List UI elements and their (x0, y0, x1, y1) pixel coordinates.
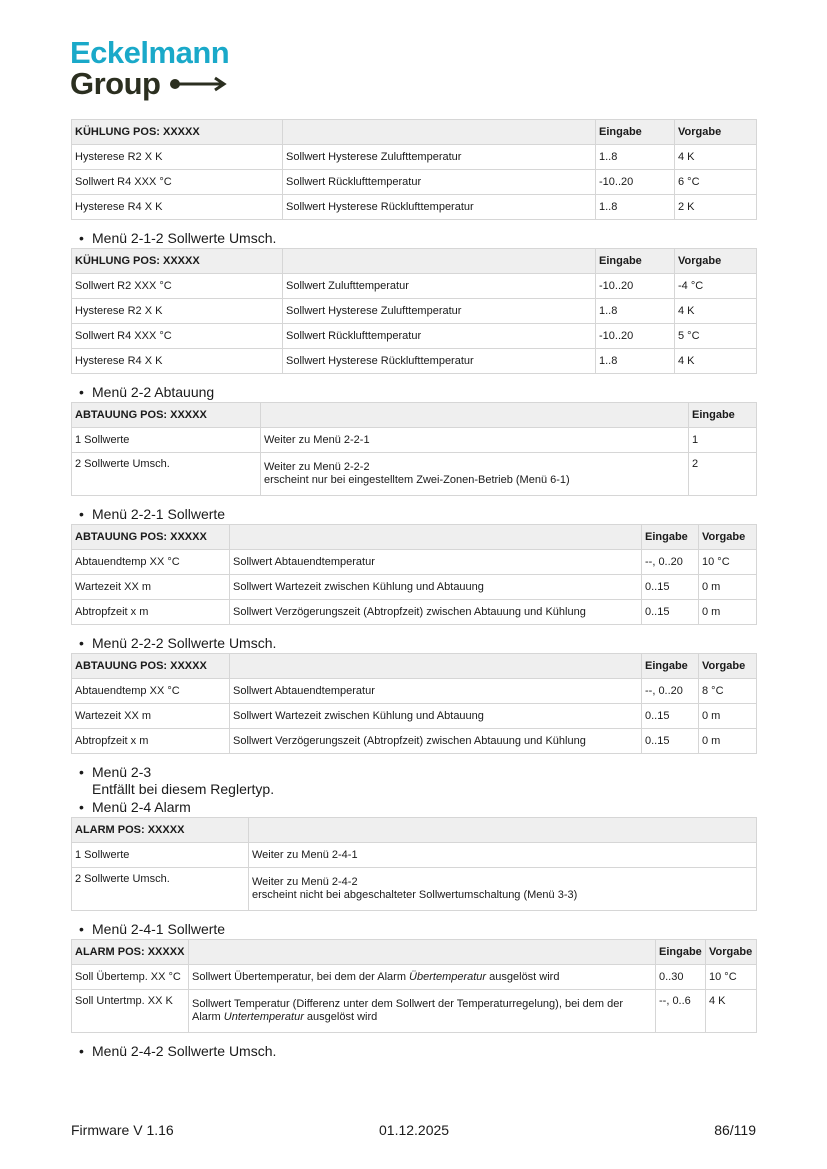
table-header: Eingabe (642, 654, 699, 679)
table-header: ABTAUUNG POS: XXXXX (72, 525, 230, 550)
table-header (230, 654, 642, 679)
section-heading-text: Menü 2-4-1 Sollwerte (92, 921, 226, 937)
table-cell: 0 m (699, 575, 757, 600)
table-cell: 5 °C (675, 324, 757, 349)
table-row (72, 170, 757, 195)
table-header: ABTAUUNG POS: XXXXX (72, 654, 230, 679)
table-row (72, 299, 757, 324)
table-cell: 0..15 (642, 600, 699, 625)
table-header-row (72, 940, 757, 965)
logo-line-2 (70, 68, 229, 100)
table-cell: Sollwert Verzögerungszeit (Abtropfzeit) zwischen Abtauung und Kühlung (230, 600, 642, 625)
table-header: Vorgabe (699, 654, 757, 679)
table-cell: 0 m (699, 704, 757, 729)
cell-line: erscheint nicht bei abgeschalteter Sollwertumschaltung (Menü 3-3) (252, 889, 578, 901)
table-cell: 1..8 (596, 195, 675, 220)
cell-emphasis: Übertemperatur (409, 971, 487, 983)
table-cell: Soll Übertemp. XX °C (72, 965, 189, 990)
table-cell: Abtropfzeit x m (72, 729, 230, 754)
table-cell: 1 Sollwerte (72, 428, 261, 453)
table-cell: Wartezeit XX m (72, 704, 230, 729)
table-cell: --, 0..6 (656, 990, 706, 1033)
section-heading: • Menü 2-1-2 Sollwerte Umsch. (71, 220, 756, 248)
table-cell: Abtropfzeit x m (72, 600, 230, 625)
table-cell: Abtauendtemp XX °C (72, 679, 230, 704)
table-header: ABTAUUNG POS: XXXXX (72, 403, 261, 428)
section-heading: • Menü 2-4 Alarm (71, 799, 756, 817)
table-header-row (72, 403, 757, 428)
table-header (189, 940, 656, 965)
table-cell: Hysterese R4 X K (72, 349, 283, 374)
table-cell: Hysterese R4 X K (72, 195, 283, 220)
table-cell: 1 (689, 428, 757, 453)
cell-text: Sollwert Übertemperatur, bei dem der Alarm (192, 971, 410, 983)
table-header-row (72, 818, 757, 843)
table-cell: 0 m (699, 600, 757, 625)
abtauung-table-1 (71, 524, 757, 625)
table-cell: Sollwert Wartezeit zwischen Kühlung und Abtauung (230, 575, 642, 600)
table-cell: -10..20 (596, 324, 675, 349)
table-cell: Sollwert R2 XXX °C (72, 274, 283, 299)
table-row (72, 550, 757, 575)
table-cell: Sollwert Hysterese Zulufttemperatur (283, 145, 596, 170)
table-cell: 0..15 (642, 704, 699, 729)
section-heading-text: Menü 2-4 Alarm (92, 799, 191, 815)
section-heading-text: Menü 2-1-2 Sollwerte Umsch. (92, 230, 277, 246)
alarm-menu-table (71, 817, 757, 911)
cell-emphasis: Untertemperatur (223, 1011, 304, 1023)
table-cell: 2 K (675, 195, 757, 220)
table-header: KÜHLUNG POS: XXXXX (72, 249, 283, 274)
table-cell: Hysterese R2 X K (72, 299, 283, 324)
table-row (72, 453, 757, 496)
table-cell: Weiter zu Menü 2-2-1 (261, 428, 689, 453)
table-header: Eingabe (596, 120, 675, 145)
table-header: Vorgabe (675, 249, 757, 274)
firmware-version: Firmware V 1.16 (71, 1122, 174, 1138)
table-row (72, 600, 757, 625)
table-header-row (72, 525, 757, 550)
table-header (283, 120, 596, 145)
table-header: ALARM POS: XXXXX (72, 818, 249, 843)
abtauung-menu-table (71, 402, 757, 496)
table-cell: --, 0..20 (642, 679, 699, 704)
table-row (72, 324, 757, 349)
table-cell: -10..20 (596, 274, 675, 299)
logo-line-1: Eckelmann (70, 35, 230, 70)
table-cell: Hysterese R2 X K (72, 145, 283, 170)
table-cell: Wartezeit XX m (72, 575, 230, 600)
table-cell: 1..8 (596, 349, 675, 374)
document-date: 01.12.2025 (379, 1122, 450, 1138)
cell-text: ausgelöst wird (303, 1011, 378, 1023)
table-cell: -4 °C (675, 274, 757, 299)
table-cell: 10 °C (706, 965, 757, 990)
table-header (249, 818, 757, 843)
kuehlung-table-2 (71, 248, 757, 374)
table-cell: Sollwert Hysterese Rücklufttemperatur (283, 195, 596, 220)
section-heading-text: Menü 2-3 (92, 764, 152, 780)
table-cell: 1..8 (596, 145, 675, 170)
table-cell: 4 K (675, 145, 757, 170)
table-header: Eingabe (656, 940, 706, 965)
table-header: Vorgabe (675, 120, 757, 145)
table-cell: 4 K (675, 299, 757, 324)
table-header-row (72, 249, 757, 274)
table-cell: Sollwert Hysterese Rücklufttemperatur (283, 349, 596, 374)
table-row (72, 704, 757, 729)
section-heading-text: Menü 2-4-2 Sollwerte Umsch. (92, 1043, 277, 1059)
kuehlung-table-1 (71, 119, 757, 220)
section-heading-text: Menü 2-2 Abtauung (92, 384, 215, 400)
table-header: Eingabe (689, 403, 757, 428)
table-cell: 1 Sollwerte (72, 843, 249, 868)
table-cell: Sollwert Zulufttemperatur (283, 274, 596, 299)
section-heading: • Menü 2-2-2 Sollwerte Umsch. (71, 625, 756, 653)
table-header (283, 249, 596, 274)
table-header: Eingabe (642, 525, 699, 550)
table-header: Eingabe (596, 249, 675, 274)
cell-line: Weiter zu Menü 2-4-2 (252, 876, 358, 888)
table-cell: Sollwert R4 XXX °C (72, 170, 283, 195)
section-heading: • Menü 2-2-1 Sollwerte (71, 496, 756, 524)
table-cell (189, 990, 656, 1033)
table-row (72, 679, 757, 704)
table-header (261, 403, 689, 428)
table-cell: 4 K (675, 349, 757, 374)
alarm-table (71, 939, 757, 1033)
table-cell: Soll Untertmp. XX K (72, 990, 189, 1033)
section-heading: • Menü 2-4-1 Sollwerte (71, 911, 756, 939)
table-cell: -10..20 (596, 170, 675, 195)
logo-line-2-text: Group (70, 66, 161, 101)
table-header: Vorgabe (699, 525, 757, 550)
table-row (72, 349, 757, 374)
table-cell (249, 868, 757, 911)
table-row (72, 729, 757, 754)
table-row (72, 274, 757, 299)
section-heading: • Menü 2-3 Entfällt bei diesem Reglertyp. (71, 754, 756, 799)
table-cell: Sollwert Rücklufttemperatur (283, 324, 596, 349)
table-header (230, 525, 642, 550)
table-row (72, 145, 757, 170)
abtauung-table-2 (71, 653, 757, 754)
section-heading-text: Menü 2-2-1 Sollwerte (92, 506, 226, 522)
cell-line: Weiter zu Menü 2-2-2 (264, 461, 370, 473)
table-header: Vorgabe (706, 940, 757, 965)
table-cell: 2 Sollwerte Umsch. (72, 453, 261, 496)
cell-text: Sollwert Temperatur (Differenz unter dem Sollwert der Temperaturregelung), bei dem der Alarm (192, 998, 624, 1023)
table-row (72, 195, 757, 220)
section-heading: • Menü 2-2 Abtauung (71, 374, 756, 402)
table-cell: Sollwert R4 XXX °C (72, 324, 283, 349)
table-cell: 6 °C (675, 170, 757, 195)
cell-line: erscheint nur bei eingestelltem Zwei-Zonen-Betrieb (Menü 6-1) (264, 474, 570, 486)
table-header: KÜHLUNG POS: XXXXX (72, 120, 283, 145)
table-cell: 10 °C (699, 550, 757, 575)
table-cell: 2 (689, 453, 757, 496)
table-header-row (72, 120, 757, 145)
table-row (72, 868, 757, 911)
page-number: 86/119 (714, 1122, 756, 1138)
table-cell: 1..8 (596, 299, 675, 324)
table-header-row (72, 654, 757, 679)
section-heading: • Menü 2-4-2 Sollwerte Umsch. (71, 1033, 756, 1061)
table-cell: 8 °C (699, 679, 757, 704)
table-row (72, 843, 757, 868)
table-cell (261, 453, 689, 496)
table-row (72, 428, 757, 453)
table-cell: Sollwert Wartezeit zwischen Kühlung und Abtauung (230, 704, 642, 729)
table-cell: 0..15 (642, 575, 699, 600)
company-logo (70, 35, 230, 101)
table-cell: 0..15 (642, 729, 699, 754)
table-cell: 2 Sollwerte Umsch. (72, 868, 249, 911)
table-cell: Weiter zu Menü 2-4-1 (249, 843, 757, 868)
table-cell (189, 965, 656, 990)
section-heading-text: Menü 2-2-2 Sollwerte Umsch. (92, 635, 277, 651)
table-cell: Sollwert Abtauendtemperatur (230, 679, 642, 704)
table-cell: Sollwert Rücklufttemperatur (283, 170, 596, 195)
table-cell: --, 0..20 (642, 550, 699, 575)
table-row (72, 990, 757, 1033)
page-footer (71, 1122, 756, 1140)
arrow-right-icon (169, 76, 229, 92)
section-note: Entfällt bei diesem Reglertyp. (92, 781, 275, 797)
table-cell: 4 K (706, 990, 757, 1033)
cell-text: ausgelöst wird (486, 971, 560, 983)
table-row (72, 575, 757, 600)
table-cell: Sollwert Abtauendtemperatur (230, 550, 642, 575)
table-row (72, 965, 757, 990)
table-cell: Sollwert Verzögerungszeit (Abtropfzeit) zwischen Abtauung und Kühlung (230, 729, 642, 754)
table-cell: 0 m (699, 729, 757, 754)
table-cell: Sollwert Hysterese Zulufttemperatur (283, 299, 596, 324)
table-cell: Abtauendtemp XX °C (72, 550, 230, 575)
page-content (71, 119, 756, 1061)
table-cell: 0..30 (656, 965, 706, 990)
table-header: ALARM POS: XXXXX (72, 940, 189, 965)
